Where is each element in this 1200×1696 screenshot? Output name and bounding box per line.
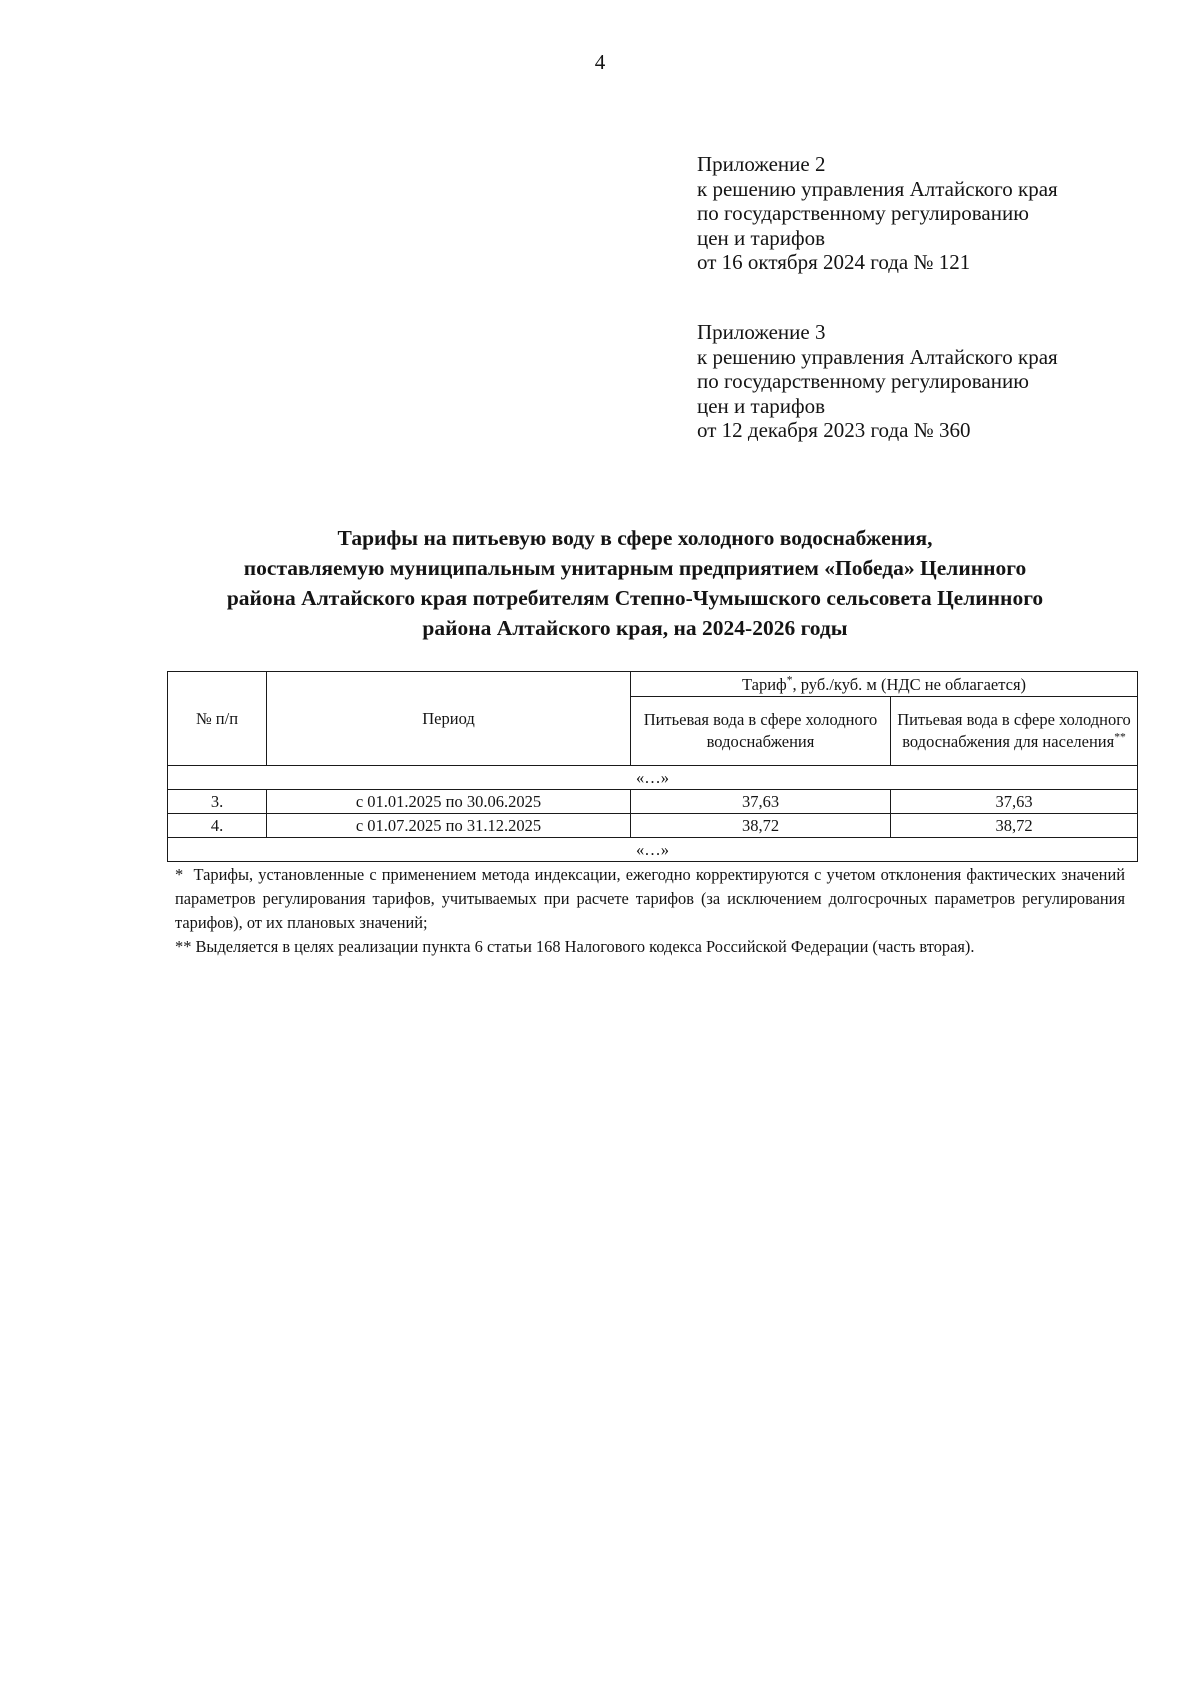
cell-tariff-population: 37,63 [891,790,1138,814]
column-header-period: Период [267,672,631,766]
cell-tariff-population: 38,72 [891,814,1138,838]
ellipsis-cell: «…» [168,838,1138,862]
table-row-ellipsis [168,766,1138,790]
table-row-ellipsis [168,838,1138,862]
document-title-line: района Алтайского края потребителям Степно-Чумышского сельсовета Целинного [226,586,1044,610]
document-title-line: поставляемую муниципальным унитарным предприятием «Победа» Целинного [243,556,1027,580]
footnote-text: Выделяется в целях реализации пункта 6 статьи 168 Налогового кодекса Российской Федерации (часть вторая). [195,937,975,956]
cell-tariff-general: 38,72 [631,814,891,838]
appendix-3-title: Приложение 3 [697,320,826,344]
document-title [150,523,1120,643]
footnote-1 [175,863,1125,935]
page-number: 4 [594,50,606,74]
tariff-population-label: Питьевая вода в сфере холодного водоснабжения для населения [897,710,1131,751]
cell-tariff-general: 37,63 [631,790,891,814]
document-title-line: Тарифы на питьевую воду в сфере холодного водоснабжения, [337,526,933,550]
cell-number: 4. [168,814,267,838]
appendix-2-line: по государственному регулированию [697,201,1029,225]
cell-period: с 01.07.2025 по 31.12.2025 [267,814,631,838]
column-group-tariff [631,672,1138,697]
appendix-2-header [697,152,1157,275]
table-header-row [168,672,1138,697]
appendix-2-date: от 16 октября 2024 года № 121 [697,250,971,274]
appendix-3-line: по государственному регулированию [697,369,1029,393]
tariff-group-unit: , руб./куб. м (НДС не облагается) [792,674,1027,694]
appendix-2-title: Приложение 2 [697,152,826,176]
cell-number: 3. [168,790,267,814]
appendix-2-line: цен и тарифов [697,225,826,250]
appendix-3-date: от 12 декабря 2023 года № 360 [697,418,971,442]
footnote-text: Тарифы, установленные с применением метода индексации, ежегодно корректируются с учетом отклонения фактических значений параметров регулирования тарифов, учитываемых при расчете тарифов (за исключением долгосрочных параметров регулирования тарифов), от их плановых значений; [175,865,1125,932]
footnote-marker: ** [175,937,192,956]
column-header-tariff-population [891,697,1138,766]
footnote-marker: ** [1114,731,1126,744]
cell-period: с 01.01.2025 по 30.06.2025 [267,790,631,814]
column-header-number: № п/п [168,672,267,766]
footnote-2 [175,935,1125,959]
appendix-2-line: к решению управления Алтайского края [697,176,1058,201]
appendix-3-line: цен и тарифов [697,393,826,418]
table-row [168,790,1138,814]
table-row [168,814,1138,838]
footnotes [175,863,1125,959]
column-header-tariff-general: Питьевая вода в сфере холодного водоснабжения [631,697,891,766]
tariff-group-label: Тариф [741,674,787,694]
appendix-3-header [697,320,1157,443]
footnote-marker: * [786,674,793,686]
appendix-3-line: к решению управления Алтайского края [697,344,1058,369]
tariff-table [167,671,1138,862]
footnote-marker: * [175,865,184,884]
document-title-line: района Алтайского края, на 2024-2026 годы [422,616,848,640]
ellipsis-cell: «…» [168,766,1138,790]
